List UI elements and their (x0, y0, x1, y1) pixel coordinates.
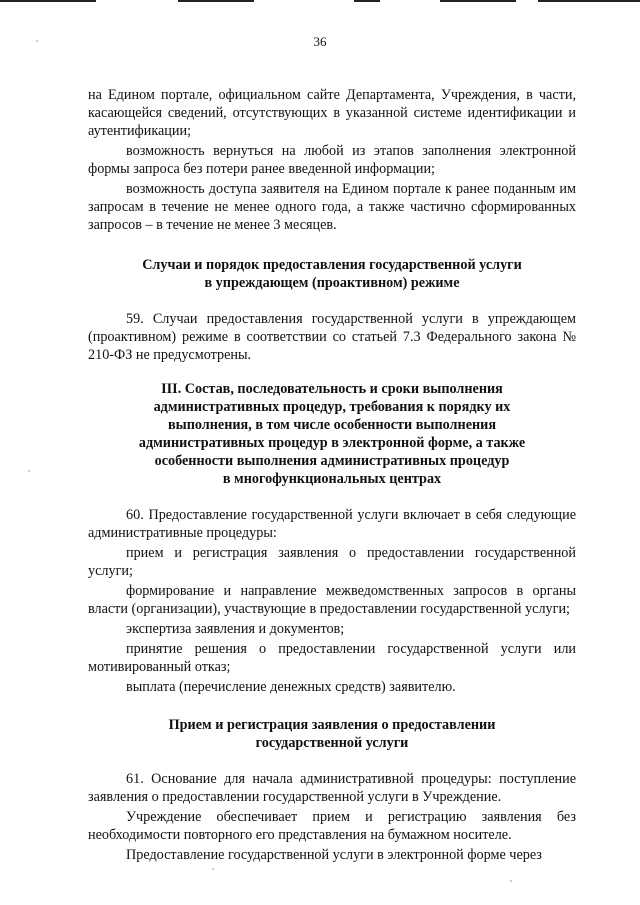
paragraph-60: 60. Предоставление государственной услуги включает в себя следующие административные процедуры: (88, 507, 576, 541)
top-rule-3 (354, 0, 380, 2)
list-item: принятие решения о предоставлении государственной услуги или мотивированный отказ; (88, 641, 576, 675)
paragraph-61: 61. Основание для начала административной процедуры: поступление заявления о предоставлении государственной услуги в Учреждение. (88, 771, 576, 805)
heading-line: III. Состав, последовательность и сроки выполнения (161, 381, 503, 397)
top-rule-1 (0, 0, 96, 2)
list-item: прием и регистрация заявления о предоставлении государственной услуги; (88, 545, 576, 579)
list-item: выплата (перечисление денежных средств) заявителю. (126, 679, 456, 695)
scan-speck (212, 868, 214, 870)
paragraph: Учреждение обеспечивает прием и регистрацию заявления без необходимости повторного его представления на бумажном носителе. (88, 809, 576, 843)
paragraph: возможность вернуться на любой из этапов заполнения электронной формы запроса без потери ранее введенной информации; (88, 143, 576, 177)
section-iii-title (88, 380, 576, 488)
paragraph: возможность доступа заявителя на Едином портале к ранее поданным им запросам в течение не менее одного года, а также частично сформированных запросов – в течение не менее 3 месяцев. (88, 181, 576, 233)
top-rule-2 (178, 0, 254, 2)
heading-line: административных процедур в электронной форме, а также (138, 435, 526, 451)
paragraph: на Едином портале, официальном сайте Департамента, Учреждения, в части, касающейся сведений, отсутствующих в указанной системе идентификации и аутентификации; (88, 87, 576, 139)
heading-line: Случаи и порядок предоставления государственной услуги (142, 257, 522, 273)
heading-line: административных процедур, требования к порядку их (153, 399, 511, 415)
page-number: 36 (313, 34, 327, 49)
scan-speck (510, 880, 512, 882)
paragraph: Предоставление государственной услуги в электронной форме через (126, 847, 542, 863)
heading-line: выполнения, в том числе особенности выполнения (167, 417, 497, 433)
heading-proactive (88, 256, 576, 292)
paragraph-59: 59. Случаи предоставления государственной услуги в упреждающем (проактивном) режиме в соответствии со статьей 7.3 Федерального закона № 210-ФЗ не предусмотрены. (88, 311, 576, 363)
heading-reception (88, 716, 576, 752)
list-item: формирование и направление межведомственных запросов в органы власти (организации), участвующие в предоставлении государственной услуги; (88, 583, 576, 617)
heading-line: особенности выполнения административных процедур (154, 453, 510, 469)
list-item: экспертиза заявления и документов; (126, 621, 345, 637)
scan-speck (28, 470, 30, 472)
heading-line: в упреждающем (проактивном) режиме (204, 275, 460, 291)
heading-line: в многофункциональных центрах (222, 471, 442, 487)
top-rule-4 (440, 0, 516, 2)
document-body (88, 86, 576, 866)
heading-line: государственной услуги (255, 735, 409, 751)
heading-line: Прием и регистрация заявления о предоставлении (168, 717, 496, 733)
top-rule-5 (538, 0, 640, 2)
